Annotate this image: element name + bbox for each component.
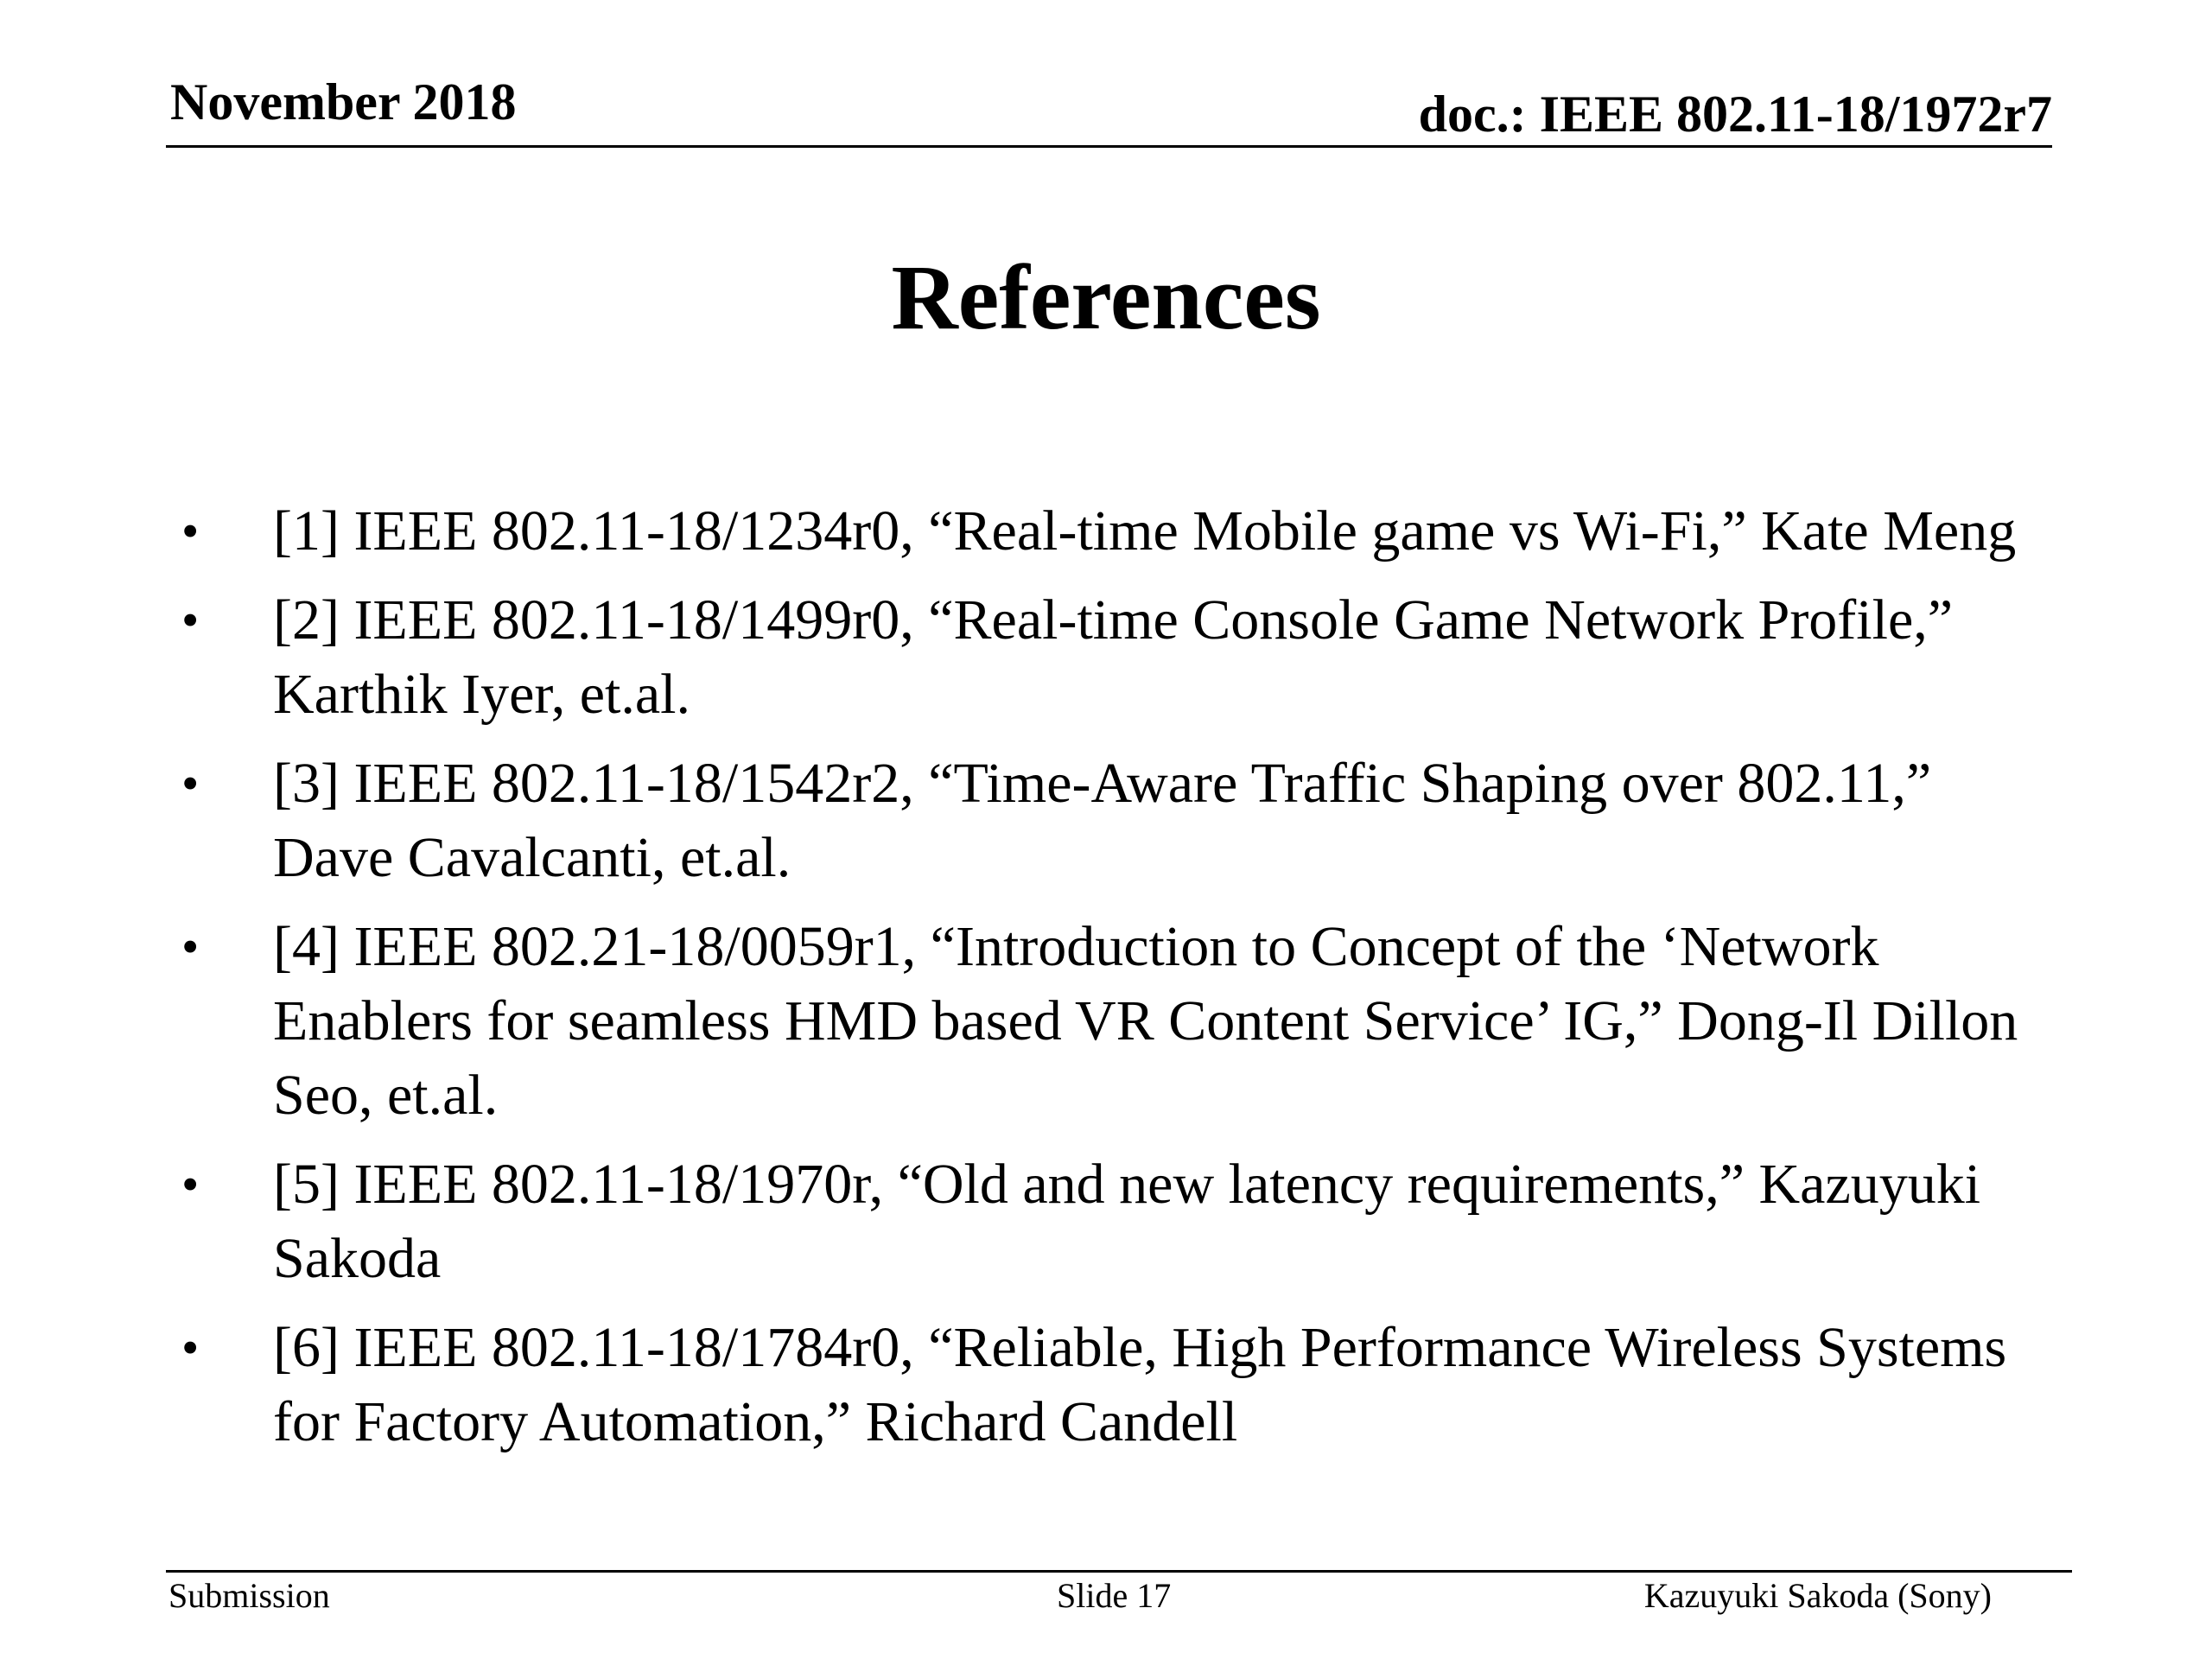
reference-text: [4] IEEE 802.21-18/0059r1, “Introduction to Concept of the ‘Network Enablers for seamless HMD based VR Content Service’ IG,” Dong-Il Dillon Seo, et.al. xyxy=(273,915,2018,1127)
reference-text: [5] IEEE 802.11-18/1970r, “Old and new latency requirements,” Kazuyuki Sakoda xyxy=(273,1153,1981,1290)
slide-title: References xyxy=(891,247,1321,349)
reference-text: [1] IEEE 802.11-18/1234r0, “Real-time Mobile game vs Wi-Fi,” Kate Meng xyxy=(273,499,2017,563)
reference-item xyxy=(181,494,2065,569)
reference-text: [2] IEEE 802.11-18/1499r0, “Real-time Console Game Network Profile,” Karthik Iyer, et.al. xyxy=(273,588,1954,726)
header-divider xyxy=(166,145,2052,148)
header-date: November 2018 xyxy=(170,73,517,130)
reference-text: [6] IEEE 802.11-18/1784r0, “Reliable, High Performance Wireless Systems for Factory Automation,” Richard Candell xyxy=(273,1316,2007,1453)
reference-item xyxy=(181,583,2065,732)
reference-item xyxy=(181,910,2065,1133)
footer-submission: Submission xyxy=(168,1576,330,1615)
bullet-icon: • xyxy=(181,592,200,648)
reference-item xyxy=(181,747,2065,895)
bullet-icon: • xyxy=(181,755,200,811)
footer-author: Kazuyuki Sakoda (Sony) xyxy=(1643,1576,1992,1615)
footer-divider xyxy=(166,1570,2072,1573)
bullet-icon: • xyxy=(181,503,200,559)
reference-item xyxy=(181,1147,2065,1296)
header-doc-number: doc.: IEEE 802.11-18/1972r7 xyxy=(1418,86,2052,143)
bullet-icon: • xyxy=(181,1319,200,1376)
bullet-icon: • xyxy=(181,918,200,975)
reference-list xyxy=(181,494,2065,1474)
bullet-icon: • xyxy=(181,1156,200,1212)
footer-slide-number: Slide 17 xyxy=(1057,1576,1172,1615)
reference-text: [3] IEEE 802.11-18/1542r2, “Time-Aware Traffic Shaping over 802.11,” Dave Cavalcanti, et.al. xyxy=(273,752,1932,889)
reference-item xyxy=(181,1311,2065,1459)
